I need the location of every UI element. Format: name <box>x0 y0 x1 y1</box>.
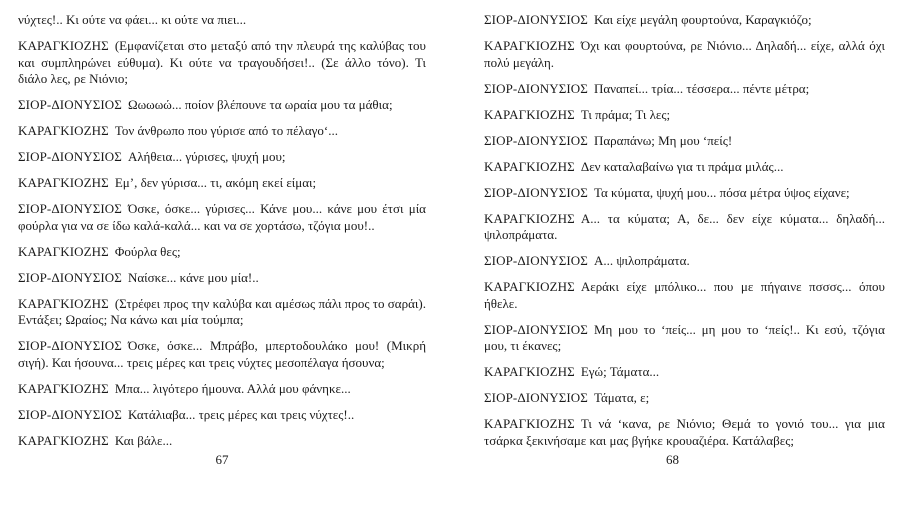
speaker-name: ΣΙΟΡ-ΔΙΟΝΥΣΙΟΣ <box>18 97 122 112</box>
dialogue-paragraph <box>18 381 426 398</box>
speaker-name: ΣΙΟΡ-ΔΙΟΝΥΣΙΟΣ <box>18 269 122 285</box>
speaker-name: ΚΑΡΑΓΚΙΟΖΗΣ <box>18 38 109 53</box>
dialogue-paragraph <box>484 416 885 449</box>
speaker-name: ΣΙΟΡ-ΔΙΟΝΥΣΙΟΣ <box>18 338 122 353</box>
dialogue-text: Τι νά ‘κανα, ρε Νιόνιο; Θεμά το γονιό του... για μια τσάρκα ξεκινήσαμε και μας βγήκε κρουαζιέρα. Κατάλαβες; <box>484 416 885 448</box>
dialogue-paragraph <box>484 38 885 71</box>
dialogue-paragraph <box>484 107 885 124</box>
speaker-name: ΚΑΡΑΓΚΙΟΖΗΣ <box>484 279 575 294</box>
dialogue-paragraph <box>18 123 426 140</box>
speaker-name: ΚΑΡΑΓΚΙΟΖΗΣ <box>18 123 109 138</box>
speaker-name: ΚΑΡΑΓΚΙΟΖΗΣ <box>18 380 109 396</box>
speaker-name: ΣΙΟΡ-ΔΙΟΝΥΣΙΟΣ <box>18 406 122 422</box>
dialogue-text: Και είχε μεγάλη φουρτούνα, Καραγκιόζο; <box>593 12 812 27</box>
right-page-text <box>484 12 885 449</box>
speaker-name: ΣΙΟΡ-ΔΙΟΝΥΣΙΟΣ <box>484 132 588 148</box>
dialogue-paragraph <box>484 81 885 98</box>
dialogue-text: Τάματα, ε; <box>593 390 650 405</box>
dialogue-paragraph <box>484 322 885 355</box>
speaker-name: ΣΙΟΡ-ΔΙΟΝΥΣΙΟΣ <box>484 80 588 96</box>
dialogue-paragraph <box>18 201 426 234</box>
speaker-name: ΚΑΡΑΓΚΙΟΖΗΣ <box>18 243 109 259</box>
dialogue-text: Όχι και φουρτούνα, ρε Νιόνιο... Δηλαδή... είχε, αλλά όχι πολύ μεγάλη. <box>484 38 885 70</box>
speaker-name: ΚΑΡΑΓΚΙΟΖΗΣ <box>484 106 575 122</box>
dialogue-text: Κατάλιαβα... τρεις μέρες και τρεις νύχτες!.. <box>127 406 355 422</box>
speaker-name: ΚΑΡΑΓΚΙΟΖΗΣ <box>18 432 109 448</box>
dialogue-paragraph <box>484 133 885 150</box>
dialogue-paragraph <box>18 175 426 192</box>
dialogue-text: Φούρλα θες; <box>114 243 181 259</box>
speaker-name: ΣΙΟΡ-ΔΙΟΝΥΣΙΟΣ <box>484 12 588 27</box>
speaker-name: ΚΑΡΑΓΚΙΟΖΗΣ <box>484 158 575 174</box>
dialogue-text: Παραπάνω; Μη μου ‘πείς! <box>593 132 733 148</box>
dialogue-text: Τα κύματα, ψυχή μου... πόσα μέτρα ύψος είχανε; <box>593 184 850 200</box>
speaker-name: ΣΙΟΡ-ΔΙΟΝΥΣΙΟΣ <box>484 321 588 337</box>
dialogue-paragraph <box>484 253 885 270</box>
dialogue-paragraph <box>18 407 426 424</box>
speaker-name: ΣΙΟΡ-ΔΙΟΝΥΣΙΟΣ <box>18 201 122 216</box>
dialogue-text: Δεν καταλαβαίνω για τι πράμα μιλάς... <box>580 158 784 174</box>
dialogue-paragraph <box>18 149 426 166</box>
dialogue-paragraph <box>18 244 426 261</box>
page-number-left: 67 <box>215 452 229 467</box>
dialogue-paragraph <box>484 279 885 312</box>
dialogue-paragraph <box>18 270 426 287</box>
speaker-name: ΚΑΡΑΓΚΙΟΖΗΣ <box>18 295 109 311</box>
dialogue-text: Ναίσκε... κάνε μου μία!.. <box>127 269 259 285</box>
dialogue-text: Εμ’, δεν γύρισα... τι, ακόμη εκεί είμαι; <box>114 175 317 190</box>
dialogue-text: Α... ψιλοπράματα. <box>593 253 690 268</box>
dialogue-paragraph <box>18 12 426 29</box>
dialogue-paragraph <box>484 364 885 381</box>
dialogue-paragraph <box>18 296 426 329</box>
dialogue-paragraph <box>18 433 426 450</box>
dialogue-text: Τον άνθρωπο που γύρισε από το πέλαγο‘... <box>114 123 338 138</box>
page-number-right: 68 <box>666 452 679 467</box>
left-page <box>0 0 444 506</box>
speaker-name: ΚΑΡΑΓΚΙΟΖΗΣ <box>484 38 575 53</box>
speaker-name: ΣΙΟΡ-ΔΙΟΝΥΣΙΟΣ <box>484 253 588 268</box>
speaker-name: ΚΑΡΑΓΚΙΟΖΗΣ <box>484 416 575 431</box>
dialogue-paragraph <box>484 211 885 244</box>
dialogue-text: (Στρέφει προς την καλύβα και αμέσως πάλι προς το σαράι). Εντάξει; Ωραίος; Να κάνω και μία τούμπα; <box>18 295 426 327</box>
speaker-name: ΚΑΡΑΓΚΙΟΖΗΣ <box>484 210 575 226</box>
dialogue-paragraph <box>484 185 885 202</box>
dialogue-text: Εγώ; Τάματα... <box>580 364 660 379</box>
dialogue-text: Ωωωωώ... ποίον βλέπουνε τα ωραία μου τα μάθια; <box>127 97 393 112</box>
dialogue-text: Όσκε, όσκε... γύρισες... Κάνε μου... κάνε μου έτσι μία φούρλα για να σε ίδω καλά-καλά... και να σε χορτάσω, τζόγια μου!.. <box>18 201 426 233</box>
speaker-name: ΚΑΡΑΓΚΙΟΖΗΣ <box>484 364 575 379</box>
dialogue-text: Όσκε, όσκε... Μπράβο, μπερτοδουλάκο μου! (Μικρή σιγή). Και ήσουνα... τρεις μέρες και τρεις νύχτες μεσοπέλαγα ήσουνα; <box>18 338 426 370</box>
dialogue-paragraph <box>484 12 885 29</box>
dialogue-paragraph <box>18 338 426 371</box>
right-page <box>444 0 901 506</box>
dialogue-text: Παναπεί... τρία... τέσσερα... πέντε μέτρα; <box>593 80 810 96</box>
dialogue-text: Μπα... λιγότερο ήμουνα. Αλλά μου φάνηκε... <box>114 380 351 396</box>
dialogue-text: Α... τα κύματα; Α, δε... δεν είχε κύματα... δηλαδή... ψιλοπράματα. <box>484 210 885 242</box>
dialogue-paragraph <box>18 97 426 114</box>
speaker-name: ΚΑΡΑΓΚΙΟΖΗΣ <box>18 175 109 190</box>
dialogue-text: (Εμφανίζεται στο μεταξύ από την πλευρά της καλύβας του και συμπληρώνει εύθυμα). Κι ούτε να τραγουδήσει!.. (Σε άλλο τόνο). Τι διάλο λες, ρε Νιόνιο; <box>18 38 426 86</box>
dialogue-paragraph <box>18 38 426 88</box>
dialogue-paragraph <box>484 390 885 407</box>
dialogue-text: νύχτες!.. Κι ούτε να φάει... κι ούτε να πιει... <box>18 12 247 27</box>
dialogue-text: Αλήθεια... γύρισες, ψυχή μου; <box>127 149 286 164</box>
dialogue-text: Αεράκι είχε μπόλικο... που με πήγαινε πσσσς... όπου ήθελε. <box>484 279 885 311</box>
speaker-name: ΣΙΟΡ-ΔΙΟΝΥΣΙΟΣ <box>484 184 588 200</box>
dialogue-text: Και βάλε... <box>114 432 173 448</box>
dialogue-text: Μη μου το ‘πείς... μη μου το ‘πείς!.. Κι εσύ, τζόγια μου, τι έκανες; <box>484 321 885 353</box>
dialogue-text: Τι πράμα; Τι λες; <box>580 106 671 122</box>
dialogue-paragraph <box>484 159 885 176</box>
speaker-name: ΣΙΟΡ-ΔΙΟΝΥΣΙΟΣ <box>18 149 122 164</box>
speaker-name: ΣΙΟΡ-ΔΙΟΝΥΣΙΟΣ <box>484 390 588 405</box>
left-page-text <box>18 12 426 449</box>
